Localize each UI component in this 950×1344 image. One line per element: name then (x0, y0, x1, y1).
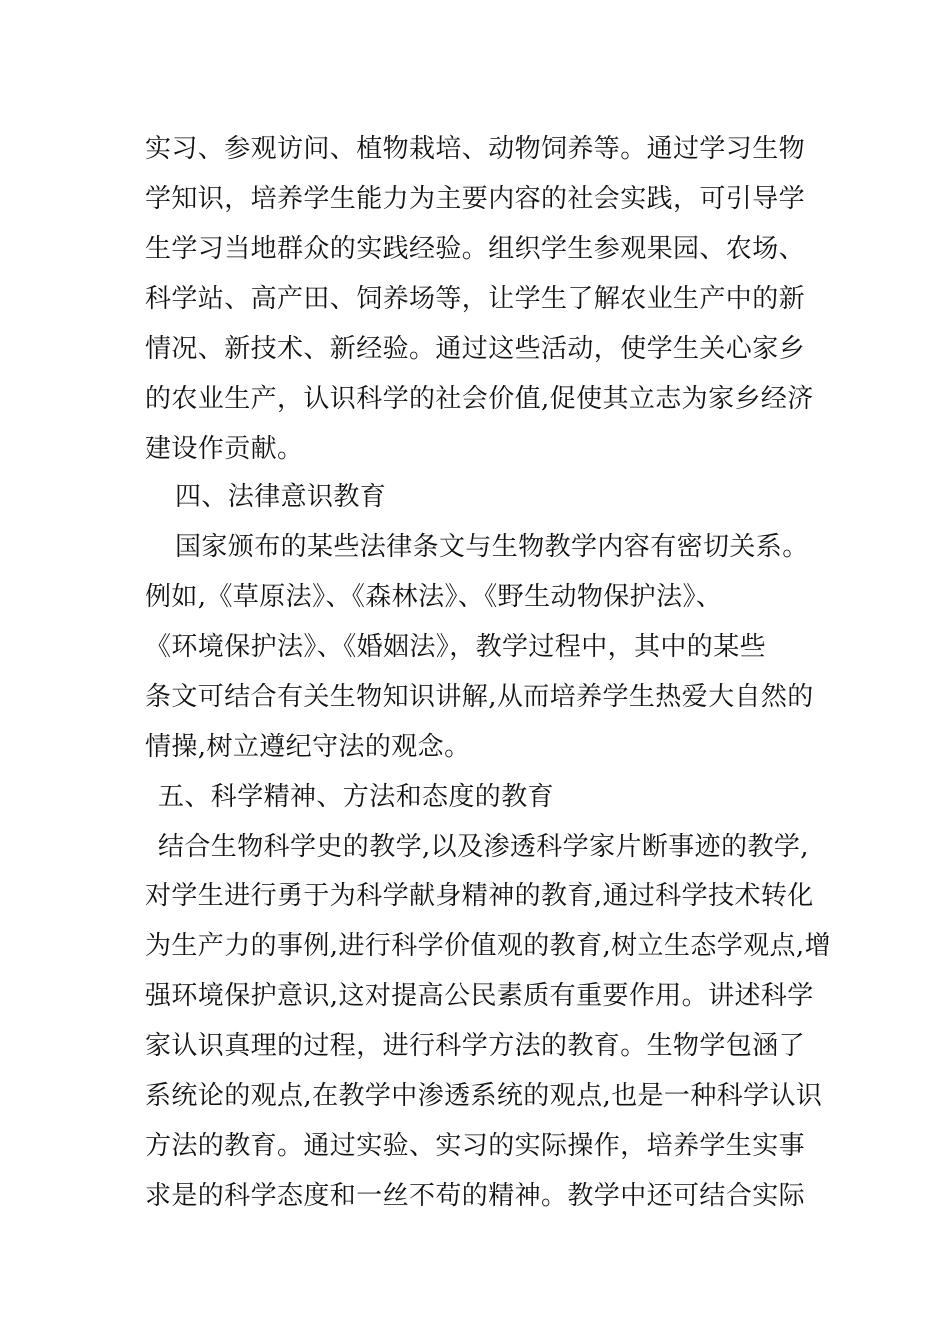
paragraph-first-line: 结合生物科学史的教学,以及渗透科学家片断事迹的教学, (158, 832, 809, 862)
paragraph-first-line: 国家颁布的某些法律条文与生物教学内容有密切关系。 (175, 532, 809, 562)
text-line: 对学生进行勇于为科学献身精神的教育,通过科学技术转化 (145, 881, 814, 911)
section-heading-science: 五、科学精神、方法和态度的教育 (158, 782, 555, 812)
text-line: 情操,树立遵纪守法的观念。 (145, 732, 471, 762)
text-line: 建设作贡献。 (145, 434, 304, 464)
text-line: 家认识真理的过程，进行科学方法的教育。生物学包涵了 (145, 1031, 806, 1061)
text-line: 强环境保护意识,这对提高公民素质有重要作用。讲述科学 (145, 981, 814, 1011)
text-line: 条文可结合有关生物知识讲解,从而培养学生热爱大自然的 (145, 682, 814, 712)
text-line: 生学习当地群众的实践经验。组织学生参观果园、农场、 (145, 234, 806, 264)
text-line: 《环境保护法》、《婚姻法》，教学过程中，其中的某些 (145, 632, 767, 662)
text-line: 科学站、高产田、饲养场等，让学生了解农业生产中的新 (145, 284, 806, 314)
text-line: 例如,《草原法》、《森林法》、《野生动物保护法》、 (145, 582, 723, 612)
text-line: 方法的教育。通过实验、实习的实际操作，培养学生实事 (145, 1131, 806, 1161)
text-line: 学知识，培养学生能力为主要内容的社会实践，可引导学 (145, 184, 806, 214)
text-line: 为生产力的事例,进行科学价值观的教育,树立生态学观点,增 (145, 931, 831, 961)
text-line: 实习、参观访问、植物栽培、动物饲养等。通过学习生物 (145, 134, 806, 164)
text-line: 求是的科学态度和一丝不苟的精神。教学中还可结合实际 (145, 1181, 806, 1211)
section-heading-law: 四、法律意识教育 (175, 482, 387, 512)
text-line: 系统论的观点,在教学中渗透系统的观点,也是一种科学认识 (145, 1081, 823, 1111)
text-line: 的农业生产，认识科学的社会价值,促使其立志为家乡经济 (145, 384, 814, 414)
text-line: 情况、新技术、新经验。通过这些活动，使学生关心家乡 (145, 334, 806, 364)
